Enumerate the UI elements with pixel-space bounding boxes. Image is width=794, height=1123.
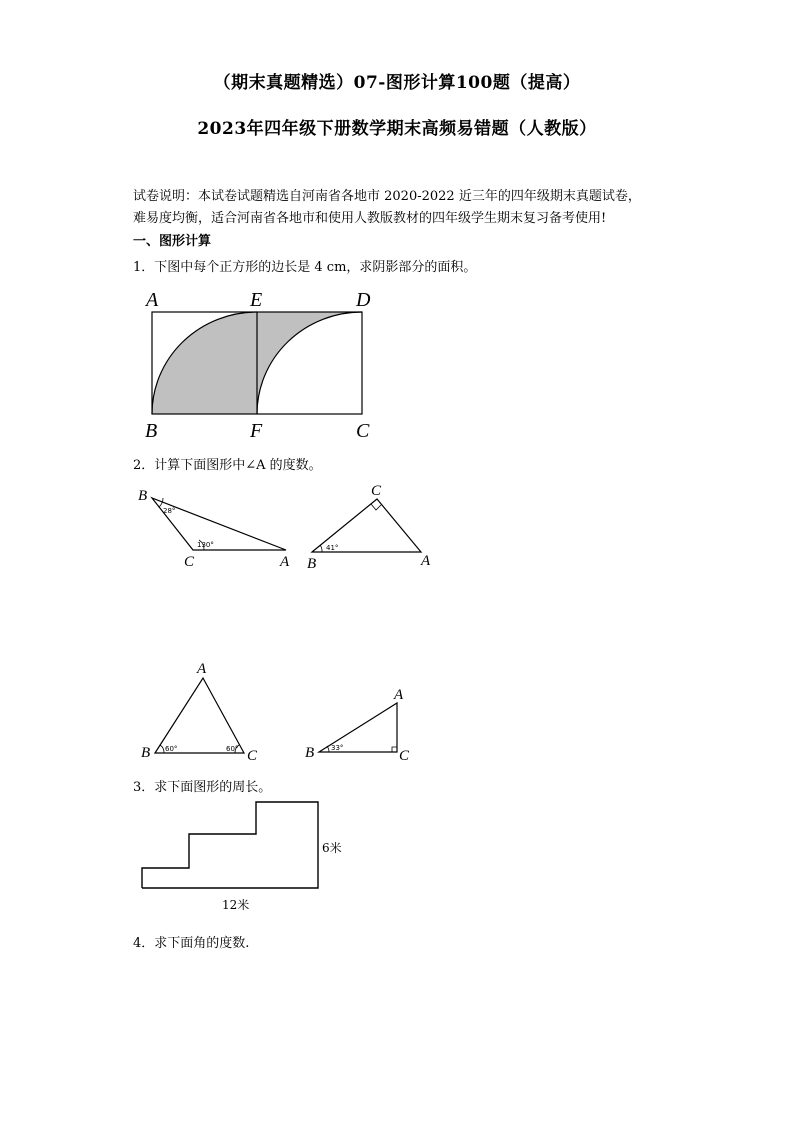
staircase-outline bbox=[142, 802, 318, 888]
question-2-text: 2．计算下面图形中∠A 的度数。 bbox=[133, 458, 322, 473]
intro-text bbox=[133, 186, 673, 230]
label-a: A bbox=[146, 289, 159, 311]
tri3-label-b: B bbox=[141, 745, 151, 761]
arc-right bbox=[257, 312, 362, 414]
doc-title-line2: 2023年四年级下册数学期末高频易错题（人教版） bbox=[197, 119, 597, 139]
question-1-text: 1．下图中每个正方形的边长是 4 cm，求阴影部分的面积。 bbox=[133, 260, 477, 275]
tri1-angle-b: 28° bbox=[163, 507, 176, 515]
tri1-angle-c: 130° bbox=[197, 541, 214, 549]
tri4-angle-b: 33° bbox=[331, 744, 344, 752]
tri2-angle-b: 41° bbox=[326, 544, 339, 552]
question-3-text: 3．求下面图形的周长。 bbox=[133, 780, 272, 795]
tri1-label-b: B bbox=[138, 488, 148, 504]
doc-title-line1: （期末真题精选）07-图形计算100题（提高） bbox=[213, 73, 581, 93]
shaded-region-left bbox=[152, 312, 257, 414]
tri1-label-c: C bbox=[184, 554, 195, 570]
height-label: 6米 bbox=[322, 841, 342, 855]
intro-line2: 难易度均衡，适合河南省各地市和使用人教版教材的四年级学生期末复习备考使用! bbox=[133, 211, 607, 226]
width-label: 12米 bbox=[222, 898, 250, 912]
tri4-label-c: C bbox=[399, 748, 410, 764]
tri4-label-a: A bbox=[394, 687, 404, 703]
tri1-label-a: A bbox=[280, 554, 290, 570]
label-c: C bbox=[356, 420, 370, 442]
triangle-1 bbox=[138, 488, 290, 570]
triangle-3 bbox=[141, 661, 258, 764]
triangle-2 bbox=[307, 483, 431, 572]
arc-left bbox=[152, 312, 257, 414]
label-e: E bbox=[250, 289, 263, 311]
tri2-label-a: A bbox=[421, 553, 431, 569]
label-d: D bbox=[356, 289, 371, 311]
tri2-label-c: C bbox=[371, 483, 382, 499]
tri2-label-b: B bbox=[307, 556, 317, 572]
tri3-label-a: A bbox=[197, 661, 207, 677]
intro-line1: 试卷说明：本试卷试题精选自河南省各地市 2020-2022 近三年的四年级期末真题试卷， bbox=[133, 189, 641, 204]
question-4-text: 4．求下面角的度数. bbox=[133, 936, 250, 951]
triangle-4 bbox=[305, 687, 410, 764]
section-title: 一、图形计算 bbox=[133, 234, 212, 249]
tri3-angle-c: 60° bbox=[226, 745, 239, 753]
tri3-angle-b: 60° bbox=[165, 745, 178, 753]
tri3-label-c: C bbox=[247, 748, 258, 764]
shaded-region-right bbox=[257, 312, 362, 414]
outer-rectangle bbox=[152, 312, 362, 414]
label-b: B bbox=[145, 420, 158, 442]
label-f: F bbox=[250, 420, 263, 442]
tri4-label-b: B bbox=[305, 745, 315, 761]
